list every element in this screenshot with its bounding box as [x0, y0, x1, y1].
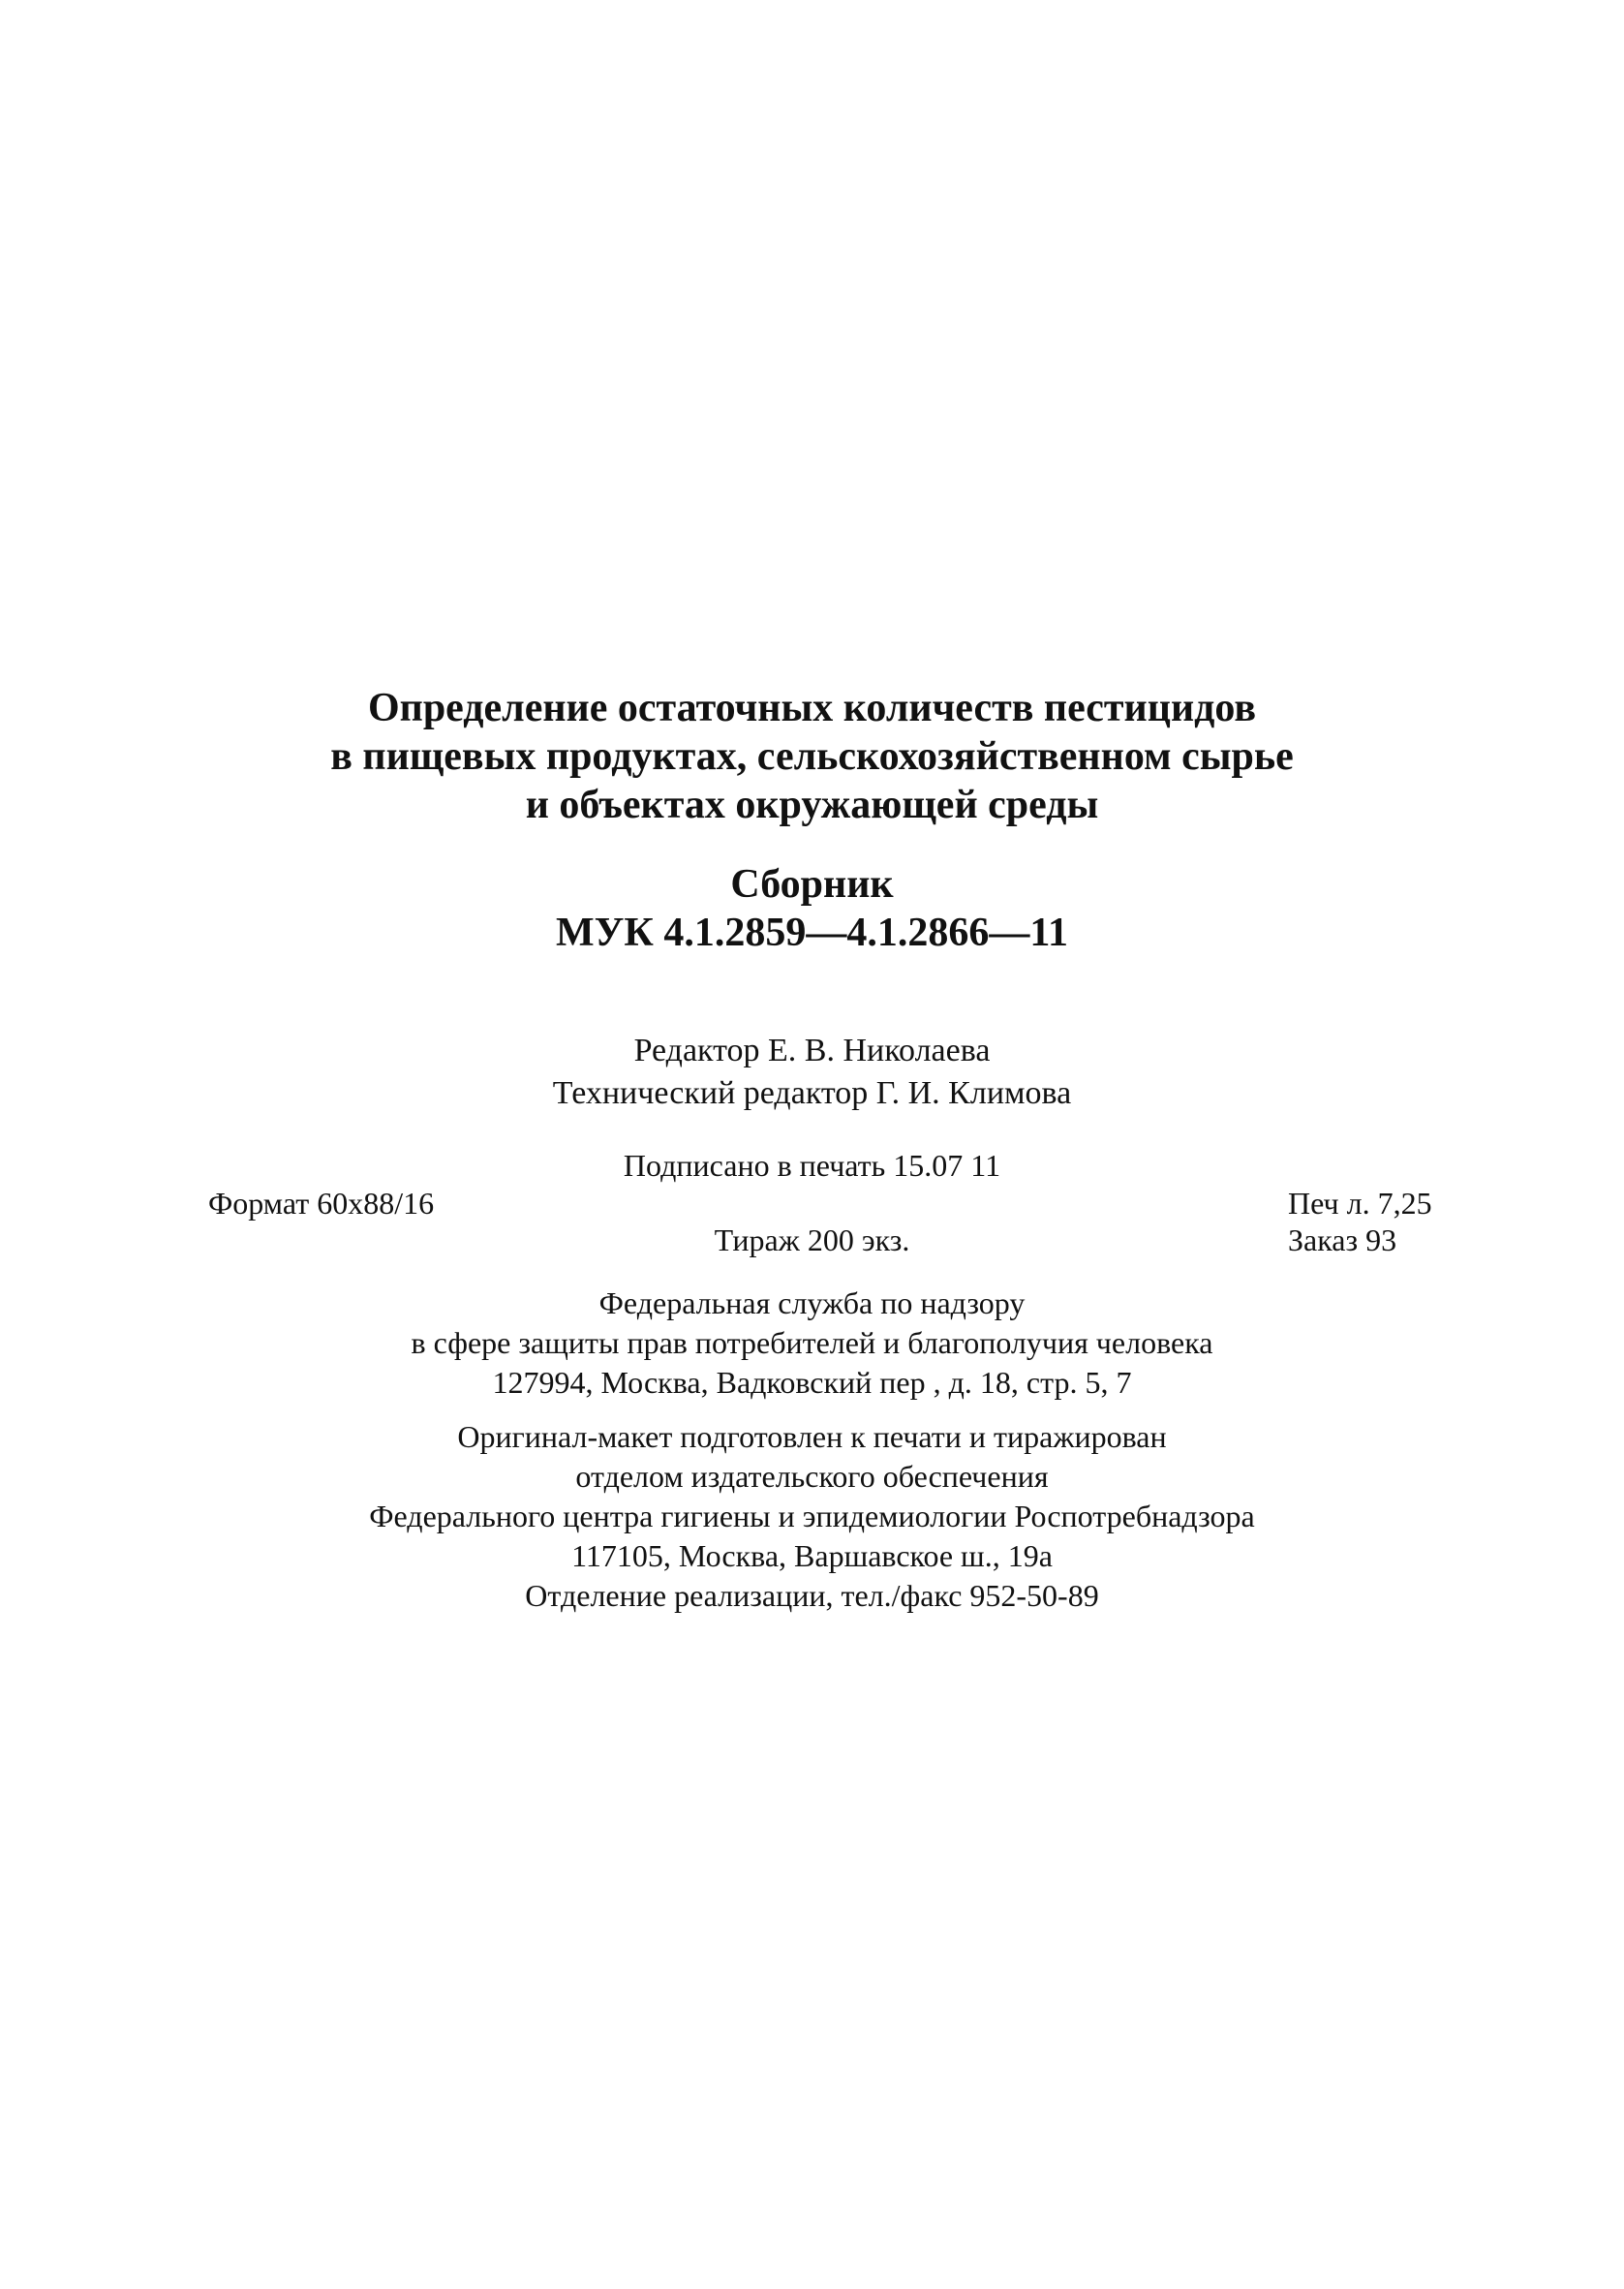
- publisher-address: 117105, Москва, Варшавское ш., 19а: [571, 1538, 1053, 1573]
- publisher-contact: Отделение реализации, тел./факс 952-50-89: [525, 1578, 1099, 1613]
- title-line: и объектах окружающей среды: [525, 783, 1099, 827]
- publisher-line: Оригинал-макет подготовлен к печати и тиражирован: [457, 1419, 1167, 1454]
- paper-format: Формат 60x88/16: [208, 1186, 435, 1221]
- title-line: в пищевых продуктах, сельскохозяйственном сырье: [330, 734, 1294, 779]
- editor-name: Редактор Е. В. Николаева: [633, 1033, 991, 1068]
- service-line: Федеральная служба по надзору: [598, 1285, 1026, 1320]
- collection-label: Сборник: [730, 862, 894, 907]
- publisher-info: [0, 1417, 1624, 1616]
- service-line: в сфере защиты прав потребителей и благополучия человека: [411, 1325, 1213, 1360]
- publisher-line: отделом издательского обеспечения: [575, 1459, 1049, 1494]
- collection-heading: [0, 860, 1624, 957]
- collection-code: МУК 4.1.2859—4.1.2866—11: [555, 911, 1069, 955]
- printed-sheets: Печ л. 7,25: [1288, 1186, 1432, 1221]
- editors-section: [0, 1030, 1624, 1115]
- signed-to-print: Подписано в печать 15.07 11: [623, 1148, 1001, 1183]
- tech-editor-name: Технический редактор Г. И. Климова: [552, 1075, 1072, 1111]
- document-title: [0, 684, 1624, 829]
- service-address: 127994, Москва, Вадковский пер , д. 18, стр. 5, 7: [492, 1365, 1132, 1400]
- federal-service-info: [0, 1284, 1624, 1403]
- print-run: Тираж 200 экз.: [714, 1222, 910, 1257]
- title-line: Определение остаточных количеств пестицидов: [367, 686, 1257, 730]
- publisher-line: Федерального центра гигиены и эпидемиологии Роспотребнадзора: [369, 1499, 1255, 1533]
- order-number: Заказ 93: [1288, 1222, 1397, 1257]
